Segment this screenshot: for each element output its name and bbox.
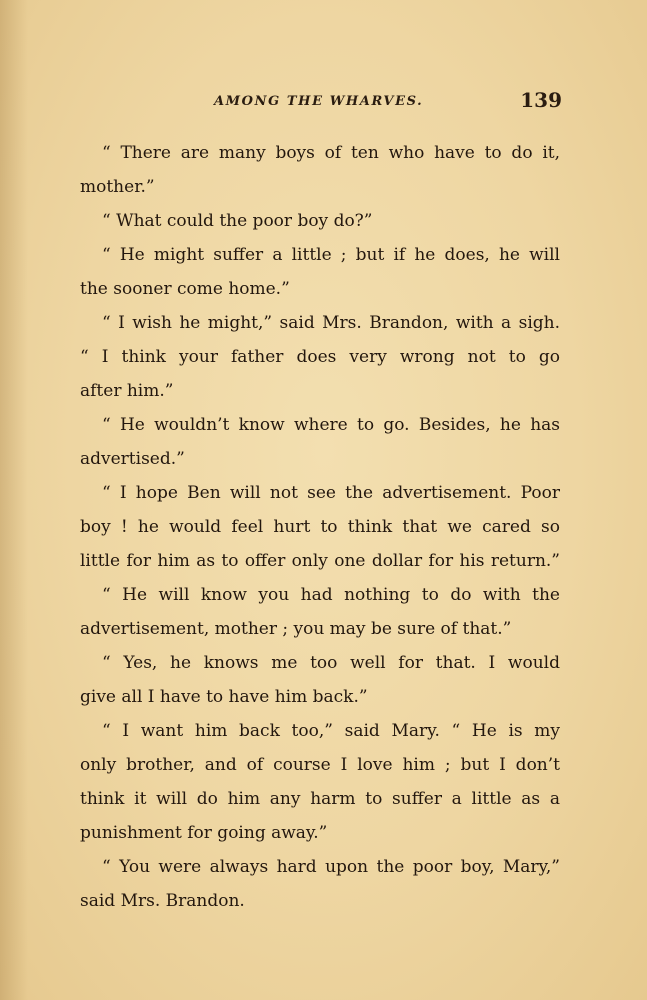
- text-line: think it will do him any harm to suffer a little as a: [80, 789, 560, 809]
- text-line: advertisement, mother ; you may be sure of that.”: [80, 619, 512, 639]
- text-line: punishment for going away.”: [80, 823, 328, 843]
- text-line: “ He might suffer a little ; but if he does, he will: [102, 245, 560, 265]
- running-head-title: AMONG THE WHARVES.: [214, 94, 424, 109]
- text-line: give all I have to have him back.”: [80, 687, 368, 707]
- text-line: “ What could the poor boy do?”: [102, 211, 373, 231]
- text-line: “ I wish he might,” said Mrs. Brandon, with a sigh.: [102, 313, 560, 333]
- text-line: said Mrs. Brandon.: [80, 891, 245, 911]
- text-line: “ He will know you had nothing to do with the: [102, 585, 560, 605]
- text-line: only brother, and of course I love him ; but I don’t: [80, 755, 560, 775]
- body-text: [80, 136, 560, 918]
- text-line: little for him as to offer only one dollar for his return.”: [80, 551, 560, 571]
- text-line: after him.”: [80, 381, 174, 401]
- running-head: [82, 88, 562, 116]
- text-line: mother.”: [80, 177, 155, 197]
- text-line: “ I think your father does very wrong not to go: [80, 347, 560, 367]
- page-number: 139: [520, 88, 562, 112]
- text-line: advertised.”: [80, 449, 185, 469]
- text-line: “ I hope Ben will not see the advertisement. Poor: [102, 483, 560, 503]
- text-line: boy ! he would feel hurt to think that we cared so: [80, 517, 560, 537]
- text-line: “ You were always hard upon the poor boy, Mary,”: [102, 857, 560, 877]
- text-line: “ He wouldn’t know where to go. Besides, he has: [102, 415, 560, 435]
- text-line: “ I want him back too,” said Mary. “ He is my: [102, 721, 560, 741]
- text-line: the sooner come home.”: [80, 279, 290, 299]
- text-line: “ Yes, he knows me too well for that. I would: [102, 653, 560, 673]
- text-line: “ There are many boys of ten who have to do it,: [102, 143, 560, 163]
